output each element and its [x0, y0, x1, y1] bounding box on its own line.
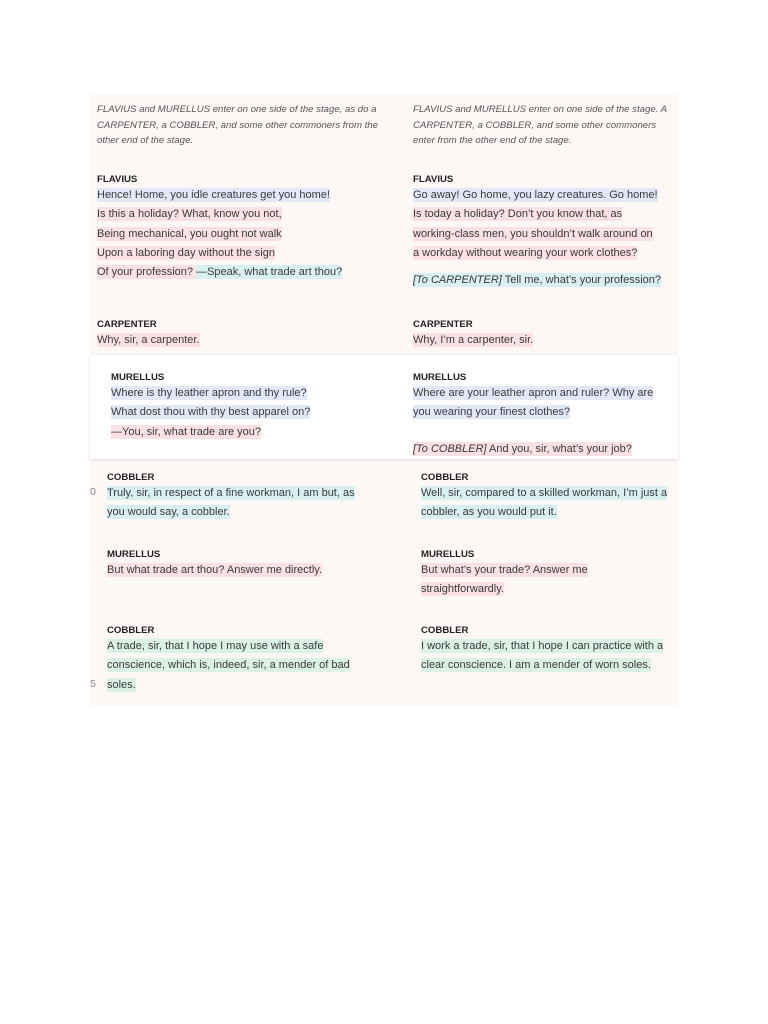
verse-line: But what trade art thou? Answer me directly.	[107, 564, 323, 576]
original-intro-direction: FLAVIUS and MURELLUS enter on one side of the stage, as do a CARPENTER, a COBBLER, and some other commoners from the other end of the stage.	[97, 104, 378, 146]
prose-line: you wearing your finest clothes?	[413, 406, 571, 419]
prose-line: Where are your leather apron and ruler? Why are	[413, 387, 654, 399]
verse-line: Being mechanical, you ought not walk	[97, 227, 282, 240]
line-number: 5	[90, 678, 96, 690]
prose-line: Is today a holiday? Don’t you know that, as	[413, 208, 623, 221]
stage-direction: [To CARPENTER]	[413, 274, 502, 287]
prose-line: working-class men, you shouldn’t walk around on	[413, 227, 653, 240]
prose-line: I work a trade, sir, that I hope I can practice with a	[421, 640, 664, 652]
speaker-name: CARPENTER	[413, 319, 473, 330]
speaker-name: FLAVIUS	[413, 174, 454, 185]
verse-line: A trade, sir, that I hope I may use with a safe	[107, 640, 324, 652]
speaker-name: MURELLUS	[111, 372, 165, 383]
original-murellus-speech	[111, 372, 310, 442]
verse-line: Hence! Home, you idle creatures get you home!	[97, 189, 330, 201]
original-cobbler2-speech	[107, 625, 350, 695]
verse-line: Where is thy leather apron and thy rule?	[111, 387, 307, 399]
prose-line: clear conscience. I am a mender of worn soles.	[421, 659, 651, 672]
verse-line: Upon a laboring day without the sign	[97, 246, 275, 259]
speaker-name: CARPENTER	[97, 319, 157, 330]
prose-line: straightforwardly.	[421, 583, 504, 596]
prose-line: cobbler, as you would put it.	[421, 506, 557, 519]
original-flavius-speech	[97, 174, 397, 282]
original-carpenter-speech	[97, 319, 200, 350]
modern-cobbler-speech	[421, 472, 667, 523]
modern-cobbler2-speech	[421, 625, 663, 676]
speaker-name: COBBLER	[107, 472, 155, 483]
verse-line: What dost thou with thy best apparel on?	[111, 406, 311, 419]
prose-line: Tell me, what’s your profession?	[501, 274, 662, 287]
speaker-name: FLAVIUS	[97, 174, 138, 185]
verse-line: —You, sir, what trade are you?	[111, 425, 262, 438]
modern-murellus2-speech	[421, 549, 588, 600]
speaker-name: COBBLER	[421, 625, 469, 636]
stage-direction: [To COBBLER]	[413, 442, 487, 455]
prose-line: a workday without wearing your work clothes?	[413, 246, 638, 259]
speaker-name: MURELLUS	[421, 549, 475, 560]
prose-line: Why, I’m a carpenter, sir.	[413, 334, 534, 346]
verse-line: —Speak, what trade art thou?	[196, 266, 343, 279]
modern-flavius-speech	[413, 174, 675, 290]
speaker-name: MURELLUS	[413, 372, 467, 383]
verse-line: soles.	[107, 678, 136, 691]
prose-line: Go away! Go home, you lazy creatures. Go home!	[413, 189, 658, 201]
original-murellus2-speech	[107, 549, 322, 580]
modern-murellus-speech	[413, 372, 675, 459]
line-number: 0	[90, 486, 96, 498]
prose-line: And you, sir, what’s your job?	[486, 442, 632, 455]
verse-line: conscience, which is, indeed, sir, a mender of bad	[107, 659, 350, 672]
speaker-name: COBBLER	[107, 625, 155, 636]
verse-line: Why, sir, a carpenter.	[97, 334, 200, 346]
verse-line: Of your profession?	[97, 266, 197, 279]
original-cobbler-speech	[107, 472, 355, 523]
verse-line: Truly, sir, in respect of a fine workman, I am but, as	[107, 487, 355, 499]
speaker-name: MURELLUS	[107, 549, 161, 560]
speaker-name: COBBLER	[421, 472, 469, 483]
verse-line: Is this a holiday? What, know you not,	[97, 208, 282, 221]
verse-line: you would say, a cobbler.	[107, 506, 230, 519]
prose-line: Well, sir, compared to a skilled workman, I’m just a	[421, 487, 668, 499]
prose-line: But what’s your trade? Answer me	[421, 564, 588, 576]
modern-carpenter-speech	[413, 319, 533, 350]
modern-intro-direction: FLAVIUS and MURELLUS enter on one side of the stage. A CARPENTER, a COBBLER, and some other commoners enter from the other end of the stage.	[413, 104, 667, 146]
